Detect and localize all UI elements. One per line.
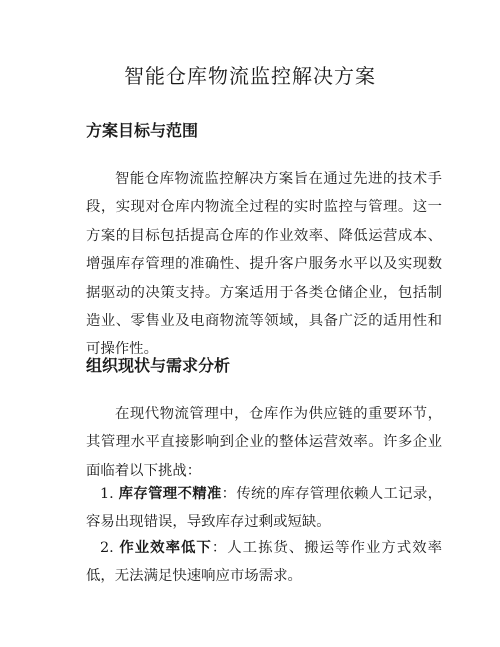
list-item-text: ：传统的库存管理依赖人工记录，容易出现错误，导致库存过剩或短缺。 xyxy=(86,486,442,531)
list-item xyxy=(86,480,442,537)
list-item xyxy=(86,534,442,591)
section-paragraph-analysis: 在现代物流管理中，仓库作为供应链的重要环节，其管理水平直接影响到企业的整体运营效率。许多企业面临着以下挑战： xyxy=(86,406,442,479)
list-item-number: 2. xyxy=(100,540,114,556)
section-heading-goals: 方案目标与范围 xyxy=(86,121,199,140)
list-item-term: 作业效率低下 xyxy=(119,539,212,556)
page-title: 智能仓库物流监控解决方案 xyxy=(124,64,376,88)
list-item-text: ：人工拣货、搬运等作业方式效率低，无法满足快速响应市场需求。 xyxy=(86,540,442,585)
list-item-number: 1. xyxy=(100,486,114,502)
list-item-term: 库存管理不精准 xyxy=(118,485,222,502)
section-heading-analysis: 组织现状与需求分析 xyxy=(86,356,231,375)
section-paragraph-goals: 智能仓库物流监控解决方案旨在通过先进的技术手段，实现对仓库内物流全过程的实时监控与管理。这一方案的目标包括提高仓库的作业效率、降低运营成本、增强库存管理的准确性、提升客户服务水平以及实现数据驱动的决策支持。方案适用于各类仓储企业，包括制造业、零售业及电商物流等领域，具备广泛的适用性和可操作性。 xyxy=(86,171,442,358)
